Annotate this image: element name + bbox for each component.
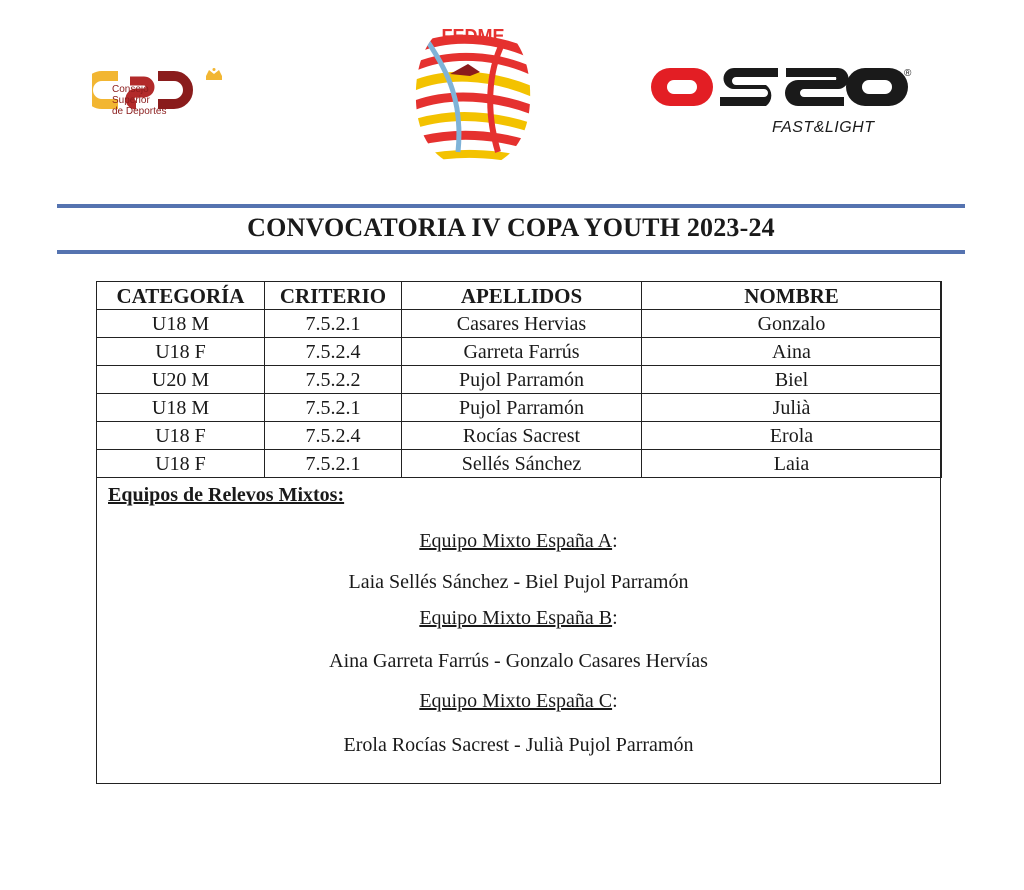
cell-nombre: Laia: [642, 450, 942, 478]
csd-line: Superior: [112, 95, 150, 106]
team-suffix: :: [612, 607, 618, 629]
cell-categoria: U18 F: [97, 450, 265, 478]
os2o-tagline: FAST&LIGHT: [772, 119, 875, 136]
roster-table: [96, 281, 942, 478]
csd-line: de Deportes: [112, 106, 167, 117]
team-a-name: [96, 530, 941, 553]
team-c-members: Erola Rocías Sacrest - Julià Pujol Parramón: [343, 734, 694, 756]
team-name: Equipo Mixto España A: [419, 530, 613, 552]
cell-apellidos: Pujol Parramón: [402, 366, 642, 394]
title-rule-top: [57, 204, 965, 208]
table-row: [97, 422, 942, 450]
cell-categoria: U18 F: [97, 338, 265, 366]
team-c-name: [96, 690, 941, 713]
header-apellidos: APELLIDOS: [402, 282, 642, 310]
team-suffix: :: [612, 530, 618, 552]
cell-categoria: U18 M: [97, 310, 265, 338]
table-row: [97, 394, 942, 422]
csd-line: Consejo: [112, 84, 149, 95]
cell-criterio: 7.5.2.4: [265, 338, 402, 366]
cell-categoria: U20 M: [97, 366, 265, 394]
cell-nombre: Aina: [642, 338, 942, 366]
cell-criterio: 7.5.2.1: [265, 310, 402, 338]
table-row: [97, 310, 942, 338]
csd-logo-text: [112, 84, 166, 117]
header-criterio: CRITERIO: [265, 282, 402, 310]
cell-apellidos: Garreta Farrús: [402, 338, 642, 366]
team-b-members: Aina Garreta Farrús - Gonzalo Casares Hervías: [329, 650, 708, 672]
cell-criterio: 7.5.2.4: [265, 422, 402, 450]
cell-nombre: Gonzalo: [642, 310, 942, 338]
cell-apellidos: Casares Hervias: [402, 310, 642, 338]
cell-nombre: Biel: [642, 366, 942, 394]
table-row: [97, 450, 942, 478]
crown-icon: [206, 68, 222, 80]
cell-apellidos: Rocías Sacrest: [402, 422, 642, 450]
table-row: [97, 366, 942, 394]
fedme-logo: [408, 12, 538, 172]
table-header-row: [97, 282, 942, 310]
team-b-name: [96, 607, 941, 630]
team-suffix: :: [612, 690, 618, 712]
table-row: [97, 338, 942, 366]
cell-nombre: Erola: [642, 422, 942, 450]
registered-mark: ®: [904, 68, 912, 79]
cell-criterio: 7.5.2.1: [265, 394, 402, 422]
cell-categoria: U18 M: [97, 394, 265, 422]
cell-criterio: 7.5.2.2: [265, 366, 402, 394]
cell-nombre: Julià: [642, 394, 942, 422]
team-name: Equipo Mixto España C: [419, 690, 613, 712]
relay-heading: Equipos de Relevos Mixtos:: [108, 484, 345, 506]
document-title: CONVOCATORIA IV COPA YOUTH 2023-24: [247, 213, 775, 242]
team-a-members: Laia Sellés Sánchez - Biel Pujol Parramón: [348, 571, 689, 593]
team-name: Equipo Mixto España B: [419, 607, 613, 629]
fedme-logo-text: FEDME: [441, 26, 505, 46]
cell-apellidos: Sellés Sánchez: [402, 450, 642, 478]
header-nombre: NOMBRE: [642, 282, 942, 310]
cell-categoria: U18 F: [97, 422, 265, 450]
header-categoria: CATEGORÍA: [97, 282, 265, 310]
title-rule-bottom: [57, 250, 965, 254]
cell-apellidos: Pujol Parramón: [402, 394, 642, 422]
cell-criterio: 7.5.2.1: [265, 450, 402, 478]
